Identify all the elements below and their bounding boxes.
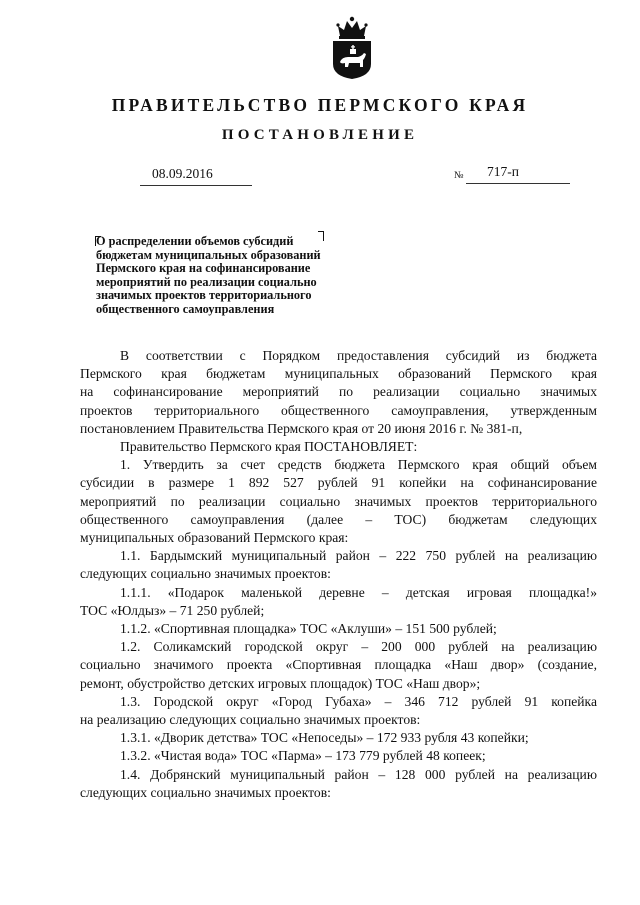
body-line: 1.3.2. «Чистая вода» ТОС «Парма» – 173 779 рублей 48 копеек; bbox=[120, 748, 486, 764]
subject-line: общественного самоуправления bbox=[96, 301, 275, 316]
body-line: 1.4. Добрянский муниципальный район – 128 000 рублей на реализацию bbox=[120, 766, 597, 782]
body-line: постановлением Правительства Пермского края от 20 июня 2016 г. № 381-п, bbox=[80, 420, 523, 436]
body-line: ремонт, обустройство детских игровых площадок) ТОС «Наш двор»; bbox=[80, 675, 481, 691]
document-subject bbox=[96, 235, 396, 317]
subject-line: значимых проектов территориального bbox=[96, 288, 312, 303]
document-type: ПОСТАНОВЛЕНИЕ bbox=[221, 127, 419, 143]
date-underline bbox=[140, 185, 252, 186]
body-line: социально значимого проекта «Спортивная площадка «Наш двор» (создание, bbox=[80, 657, 597, 673]
body-line: ТОС «Юлдыз» – 71 250 рублей; bbox=[80, 602, 265, 618]
coat-of-arms-emblem bbox=[330, 14, 374, 80]
number-underline bbox=[466, 183, 570, 184]
body-line: на софинансирование мероприятий по реализации социально значимых bbox=[80, 384, 597, 400]
body-line: следующих социально значимых проектов: bbox=[80, 566, 331, 582]
body-line: следующих социально значимых проектов: bbox=[80, 784, 331, 800]
body-line: 1.1.1. «Подарок маленькой деревне – детская игровая площадка!» bbox=[120, 584, 597, 600]
body-line: В соответствии с Порядком предоставления субсидий из бюджета bbox=[120, 348, 597, 363]
document-number: 717-п bbox=[487, 164, 519, 179]
body-line: Правительство Пермского края ПОСТАНОВЛЯЕТ: bbox=[120, 439, 418, 455]
subject-line: бюджетам муниципальных образований bbox=[96, 247, 321, 262]
body-line: 1.3.1. «Дворик детства» ТОС «Непоседы» – 172 933 рубля 43 копейки; bbox=[120, 730, 529, 746]
body-line: общественного самоуправления (далее – ТОС) бюджетам следующих bbox=[80, 511, 597, 527]
document-body bbox=[80, 347, 597, 802]
body-line: 1.1. Бардымский муниципальный район – 222 750 рублей на реализацию bbox=[120, 548, 597, 564]
subject-line: мероприятий по реализации социально bbox=[96, 274, 317, 289]
body-line: 1.3. Городской округ «Город Губаха» – 346 712 рублей 91 копейка bbox=[120, 693, 597, 709]
body-line: муниципальных образований Пермского края: bbox=[80, 530, 349, 546]
body-line: мероприятий по реализации социально значимых проектов территориального bbox=[80, 493, 597, 509]
body-line: 1. Утвердить за счет средств бюджета Пермского края общий объем bbox=[120, 457, 597, 473]
government-title: ПРАВИТЕЛЬСТВО ПЕРМСКОГО КРАЯ bbox=[111, 95, 529, 115]
body-line: 1.1.2. «Спортивная площадка» ТОС «Аклуши» – 151 500 рублей; bbox=[120, 621, 497, 637]
document-date: 08.09.2016 bbox=[152, 166, 213, 181]
subject-line: О распределении объемов субсидий bbox=[96, 234, 294, 248]
body-line: субсидии в размере 1 892 527 рублей 91 копейки на софинансирование bbox=[80, 475, 597, 491]
body-line: Пермского края бюджетам муниципальных образований Пермского края bbox=[80, 366, 597, 382]
body-line: на реализацию следующих социально значимых проектов: bbox=[80, 712, 421, 728]
number-sign: № bbox=[454, 170, 464, 181]
body-line: проектов территориального общественного самоуправления, утвержденным bbox=[80, 402, 597, 418]
subject-line: Пермского края на софинансирование bbox=[96, 261, 311, 276]
body-line: 1.2. Соликамский городской округ – 200 000 рублей на реализацию bbox=[120, 639, 597, 655]
